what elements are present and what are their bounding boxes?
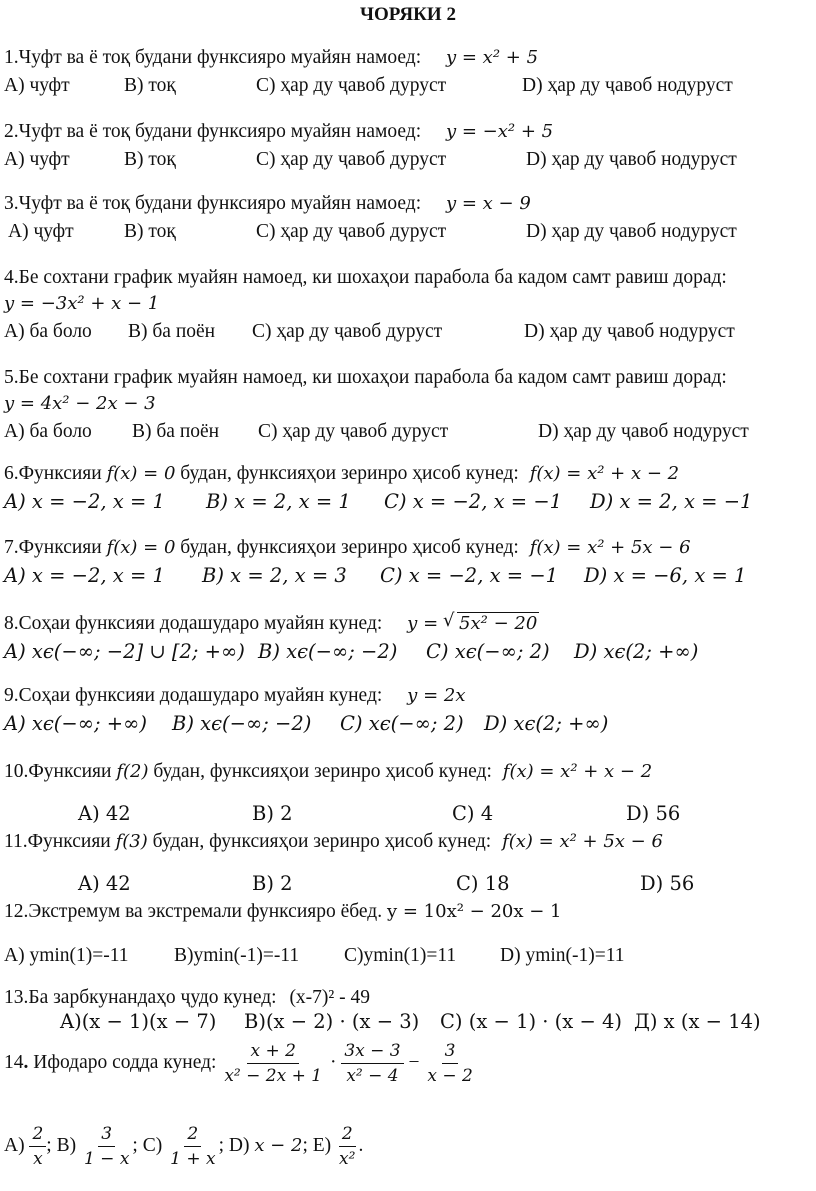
question-10-prefix: 10.Функсияи [4,761,112,782]
q14-option-c-fraction [167,1123,218,1170]
q14-option-b-num: 3 [98,1123,115,1147]
question-11-text: будан, функсияҳои зеринро ҳисоб кунед: [152,831,492,852]
q14-option-c-den: 1 + x [170,1149,216,1170]
q9-option-b[interactable]: B) xϵ(−∞; −2) [172,712,312,735]
q2-option-b[interactable]: B) тоқ [124,149,176,170]
multiply-dot-icon: · [329,1052,337,1073]
q2-option-c[interactable]: C) ҳар ду ҷавоб дуруст [256,149,447,170]
q1-option-c[interactable]: C) ҳар ду ҷавоб дуруст [256,75,447,96]
q14-option-e-num: 2 [339,1123,356,1147]
q4-option-b[interactable]: B) ба поён [128,321,216,342]
q11-option-d[interactable]: D) 56 [640,872,695,895]
q1-option-b[interactable]: B) тоқ [124,75,176,96]
q14-option-e-den: x² [339,1149,356,1170]
question-13 [4,986,370,1010]
question-8-formula-prefix: y = [407,613,439,634]
q14-options [4,1120,363,1172]
q6-option-c[interactable]: C) x = −2, x = −1 [384,490,563,513]
q10-option-d[interactable]: D) 56 [626,802,681,825]
q3-option-c[interactable]: C) ҳар ду ҷавоб дуруст [256,221,447,242]
q14-option-c-label: C) [142,1135,163,1156]
question-10-formula: f(x) = x² + x − 2 [502,761,653,782]
q9-option-d[interactable]: D) xϵ(2; +∞) [484,712,609,735]
question-2 [4,120,553,144]
q5-option-b[interactable]: B) ба поён [132,421,220,442]
question-12-text: 12.Экстремум ва экстремали функсияро ёбед. [4,901,383,922]
q14-option-c-num: 2 [184,1123,201,1147]
question-6-text: будан, функсияҳои зеринро ҳисоб кунед: [180,463,519,484]
question-7 [4,536,691,560]
q7-option-c[interactable]: C) x = −2, x = −1 [380,564,559,587]
question-6-prefix: 6.Функсияи [4,463,102,484]
question-13-formula: (x-7)² - 49 [289,987,371,1008]
q14-fraction-1-num: x + 2 [247,1040,298,1064]
question-5-formula: y = 4x² − 2x − 3 [4,393,156,414]
question-6-formula: f(x) = x² + x − 2 [529,463,680,484]
question-8-text: 8.Соҳаи функсияи додашударо муайян кунед: [4,613,383,634]
question-9 [4,684,465,708]
q5-option-c[interactable]: C) ҳар ду ҷавоб дуруст [258,421,449,442]
q14-option-d-label: D) [228,1135,250,1156]
q7-option-b[interactable]: B) x = 2, x = 3 [202,564,347,587]
q14-fraction-2-num: 3x − 3 [341,1040,403,1064]
q7-option-d[interactable]: D) x = −6, x = 1 [584,564,747,587]
q14-option-d[interactable]: D) x − 2; [228,1135,313,1156]
question-10 [4,760,652,784]
q14-option-a-num: 2 [29,1123,46,1147]
q13-option-a[interactable]: A)(x − 1)(x − 7) [60,1010,217,1033]
q12-option-c[interactable]: C)ymin(1)=11 [344,945,457,966]
page-title: ЧОРЯКИ 2 [360,4,456,25]
question-8 [4,612,539,636]
q12-option-d[interactable]: D) ymin(-1)=11 [500,945,625,966]
question-3-formula: y = x − 9 [445,193,531,214]
q14-option-b-label: B) [56,1135,77,1156]
question-12 [4,900,562,924]
question-7-text: будан, функсияҳои зеринро ҳисоб кунед: [180,537,519,558]
q11-option-a[interactable]: A) 42 [78,872,131,895]
q10-option-c[interactable]: C) 4 [452,802,494,825]
q6-option-b[interactable]: B) x = 2, x = 1 [206,490,351,513]
question-10-text: будан, функсияҳои зеринро ҳисоб кунед: [153,761,492,782]
q14-fraction-3 [424,1040,475,1087]
q12-option-a[interactable]: A) ymin(1)=-11 [4,945,129,966]
q6-option-d[interactable]: D) x = 2, x = −1 [590,490,753,513]
question-4-text: 4.Бе сохтани график муайян намоед, ки шохаҳои парабола ба кадом самт равиш дорад: [4,267,727,288]
q14-option-a-fraction [29,1123,46,1170]
q14-fraction-1-den: x² − 2x + 1 [224,1066,323,1087]
q14-option-b-fraction [81,1123,132,1170]
q4-option-c[interactable]: C) ҳар ду ҷавоб дуруст [252,321,443,342]
question-9-formula: y = 2x [407,685,466,706]
question-11 [4,830,663,854]
q7-option-a[interactable]: A) x = −2, x = 1 [4,564,165,587]
question-2-formula: y = −x² + 5 [445,121,554,142]
q3-option-b[interactable]: B) тоқ [124,221,176,242]
question-7-prefix: 7.Функсияи [4,537,102,558]
q2-option-d[interactable]: D) ҳар ду ҷавоб нодуруст [526,149,737,170]
q6-option-a[interactable]: A) x = −2, x = 1 [4,490,165,513]
question-11-prefix: 11.Функсияи [4,831,111,852]
question-1-formula: y = x² + 5 [445,47,539,68]
q10-option-b[interactable]: B) 2 [252,802,293,825]
q14-option-a-den: x [33,1149,43,1170]
q14-option-a[interactable]: A) $\frac{2}{x}$ ; [4,1124,57,1170]
q8-option-c[interactable]: C) xϵ(−∞; 2) [426,640,550,663]
q13-option-c[interactable]: C) (x − 1) · (x − 4) [440,1010,623,1033]
q5-option-d[interactable]: D) ҳар ду ҷавоб нодуруст [538,421,749,442]
question-1 [4,46,538,70]
q14-fraction-3-num: 3 [442,1040,459,1064]
q9-option-c[interactable]: C) xϵ(−∞; 2) [340,712,464,735]
q14-option-b-den: 1 − x [83,1149,130,1170]
question-14-text: Ифодаро содда кунед: [33,1052,217,1073]
q4-option-d[interactable]: D) ҳар ду ҷавоб нодуруст [524,321,735,342]
question-1-text: 1.Чуфт ва ё тоқ будани функсияро муайян намоед: [4,47,422,68]
q14-option-b[interactable]: B) $\frac{3}{1 - x}$ ; [56,1124,143,1170]
question-14: 14. Ифодаро содда кунед: $\frac{x + 2}{\text{x² − 2x + 1}}$ · $\frac{3x - 3}{\text{x² − 4}}$ − $\frac{3}{x - 2}$ [4,1040,476,1087]
question-2-text: 2.Чуфт ва ё тоқ будани функсияро муайян намоед: [4,121,422,142]
q13-option-d[interactable]: Д) x (x − 14) [634,1010,761,1033]
q14-option-c[interactable]: C) $\frac{2}{1 + x}$ ; [142,1124,229,1170]
q1-option-a[interactable]: A) чуфт [4,75,70,96]
q10-option-a[interactable]: A) 42 [78,802,131,825]
q2-option-a[interactable]: A) чуфт [4,149,70,170]
minus-sign-icon: − [408,1052,420,1073]
q1-option-d[interactable]: D) ҳар ду ҷавоб нодуруст [522,75,733,96]
q14-fraction-2 [341,1040,403,1087]
q14-option-d-expr: x − 2 [254,1135,303,1156]
q14-option-e-label: E) [312,1135,332,1156]
q4-option-a[interactable]: A) ба боло [4,321,92,342]
sqrt-sign-icon: √ [443,610,455,631]
question-7-condition: f(x) = 0 [106,537,176,558]
question-12-formula: y = 10x² − 20x − 1 [386,901,562,922]
question-9-text: 9.Соҳаи функсияи додашударо муайян кунед: [4,685,383,706]
q3-option-a[interactable]: A) ҷуфт [8,221,74,242]
question-8-radicand: 5x² − 20 [459,613,538,634]
q14-option-e-fraction [336,1123,358,1170]
q14-option-a-label: A) [4,1135,25,1156]
question-7-formula: f(x) = x² + 5x − 6 [529,537,691,558]
question-3 [4,192,531,216]
q9-option-a[interactable]: A) xϵ(−∞; +∞) [4,712,147,735]
q8-option-b[interactable]: B) xϵ(−∞; −2) [258,640,398,663]
q14-fraction-2-den: x² − 4 [346,1066,399,1087]
question-6-condition: f(x) = 0 [106,463,176,484]
q14-option-e[interactable]: E) $\frac{2}{\text{x²}}$ . [312,1124,364,1170]
q8-option-a[interactable]: A) xϵ(−∞; −2] ∪ [2; +∞) [4,640,245,663]
q12-option-b[interactable]: B)ymin(-1)=-11 [174,945,300,966]
question-4-formula: y = −3x² + x − 1 [4,293,160,314]
q14-fraction-1 [221,1040,325,1087]
question-13-text: 13.Ба зарбкунандаҳо ҷудо кунед: [4,987,277,1008]
question-11-condition: f(3) [115,831,148,852]
q3-option-d[interactable]: D) ҳар ду ҷавоб нодуруст [526,221,737,242]
q14-fraction-3-den: x − 2 [427,1066,473,1087]
question-10-condition: f(2) [116,761,149,782]
q5-option-a[interactable]: A) ба боло [4,421,92,442]
question-3-text: 3.Чуфт ва ё тоқ будани функсияро муайян намоед: [4,193,422,214]
q11-option-c[interactable]: C) 18 [456,872,510,895]
question-11-formula: f(x) = x² + 5x − 6 [502,831,663,852]
q11-option-b[interactable]: B) 2 [252,872,293,895]
question-6 [4,462,679,486]
question-14-number: 14 [4,1052,24,1073]
question-5-text: 5.Бе сохтани график муайян намоед, ки шохаҳои парабола ба кадом самт равиш дорад: [4,367,727,388]
question-8-sqrt [443,612,539,636]
q8-option-d[interactable]: D) xϵ(2; +∞) [574,640,699,663]
q13-option-b[interactable]: B)(x − 2) · (x − 3) [244,1010,420,1033]
